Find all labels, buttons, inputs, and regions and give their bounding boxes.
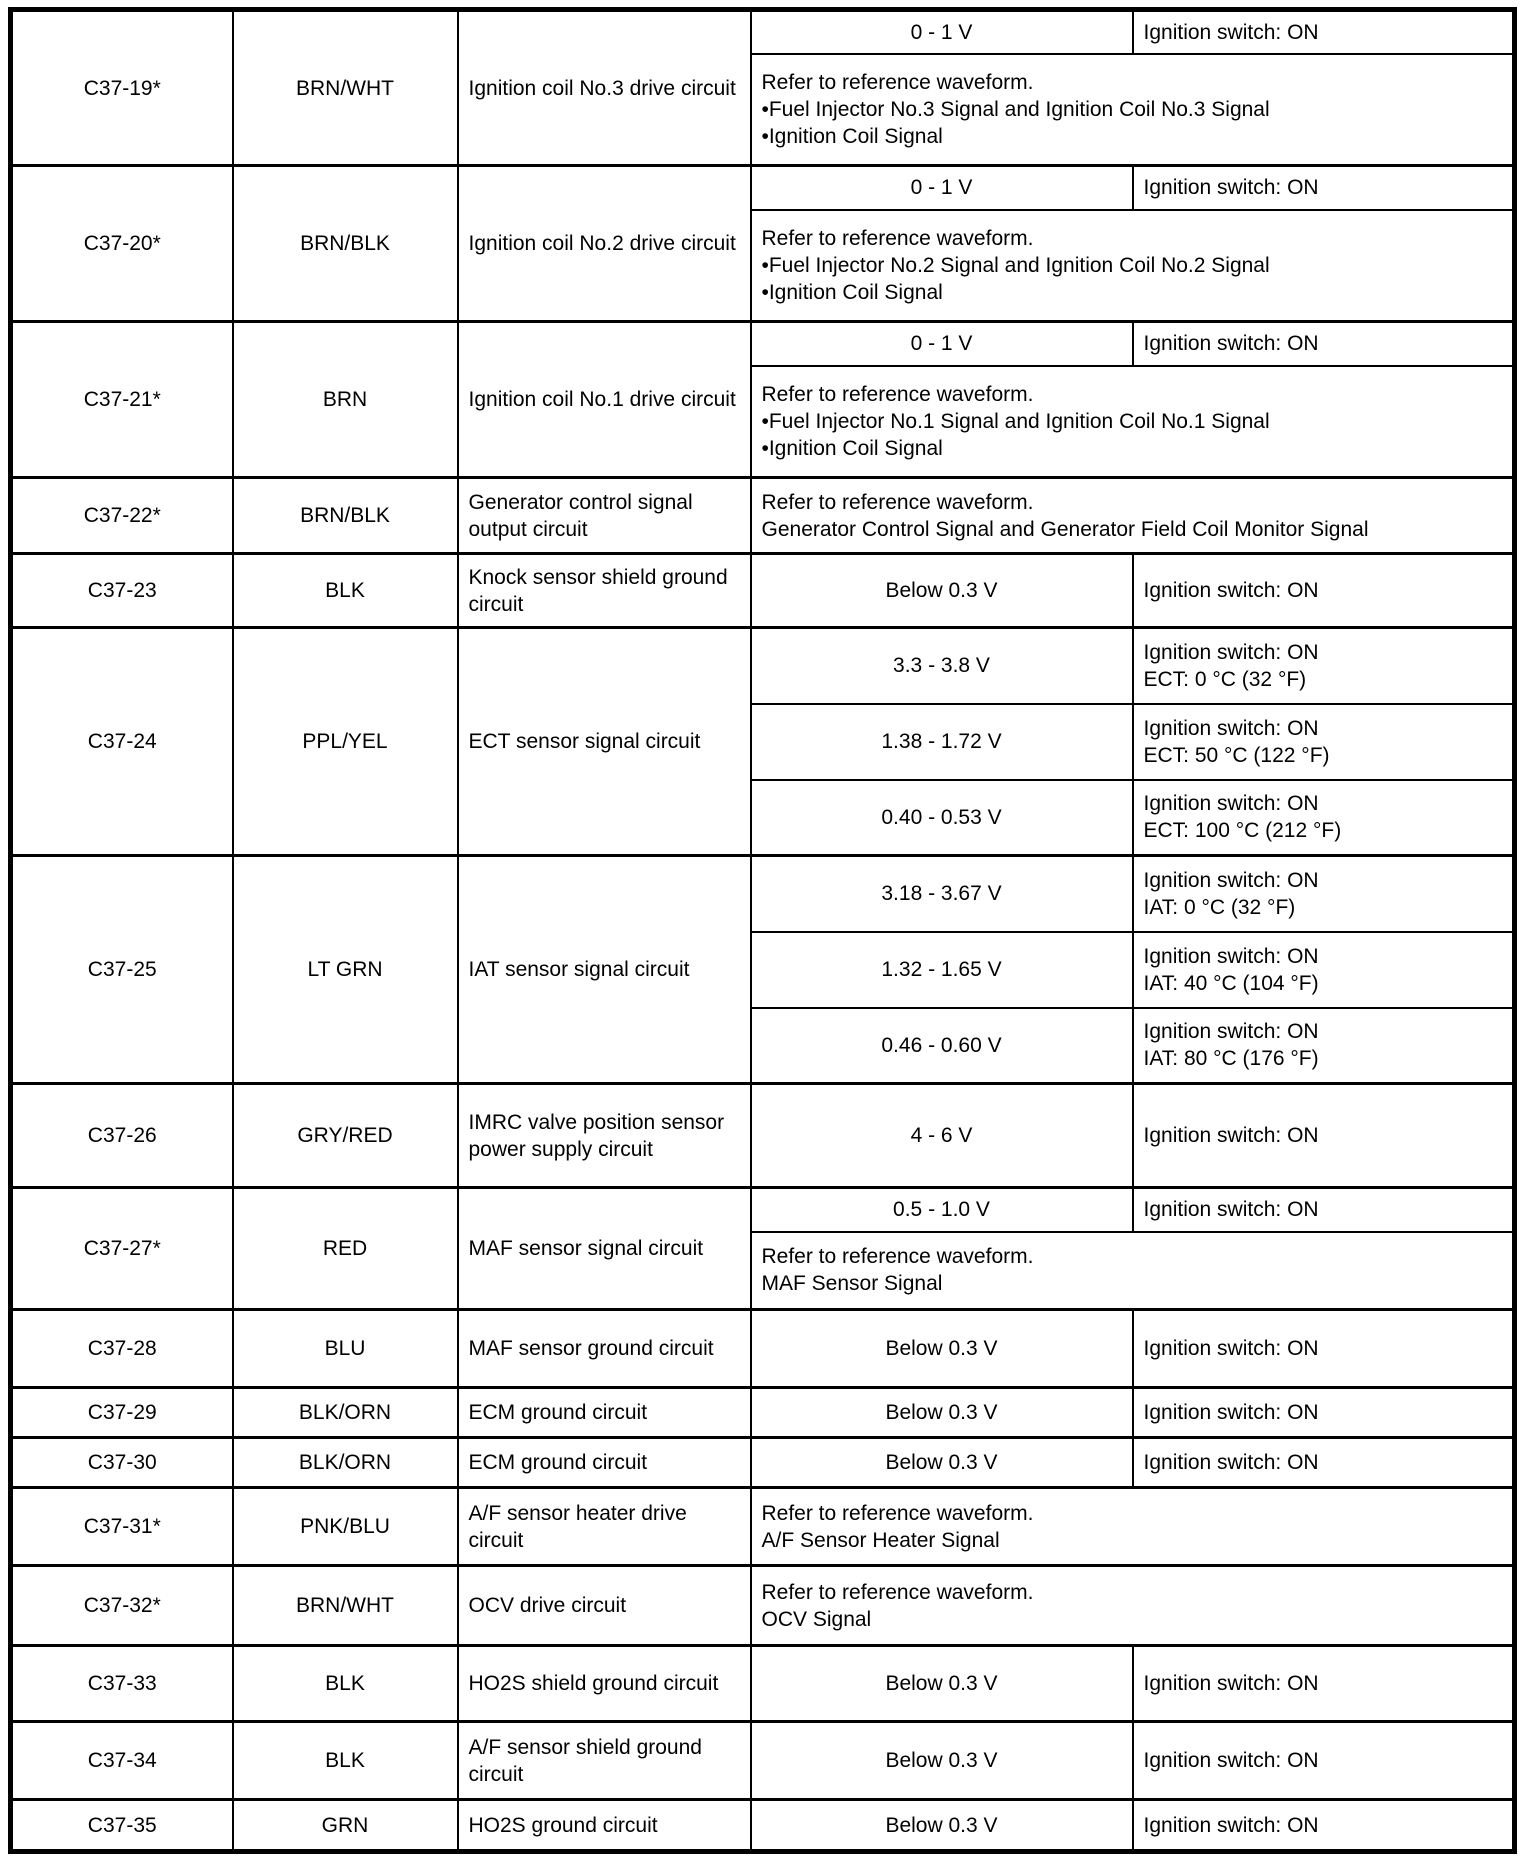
- terminal-cell: C37-33: [11, 1646, 233, 1722]
- condition-cell: [1133, 1438, 1515, 1488]
- table-row: [11, 1800, 1515, 1852]
- value-cell: 4 - 6 V: [751, 1084, 1133, 1188]
- value-cell: 0 - 1 V: [751, 10, 1133, 54]
- value-cell: Below 0.3 V: [751, 1388, 1133, 1438]
- terminal-cell: C37-19*: [11, 10, 233, 166]
- table-row: [11, 1388, 1515, 1438]
- table-row: [11, 10, 1515, 54]
- circuit-cell: IMRC valve position sensor power supply circuit: [458, 1084, 751, 1188]
- terminal-cell: C37-30: [11, 1438, 233, 1488]
- value-cell: 3.3 - 3.8 V: [751, 628, 1133, 704]
- table-row: [11, 1566, 1515, 1646]
- circuit-cell: Generator control signal output circuit: [458, 478, 751, 554]
- circuit-cell: A/F sensor shield ground circuit: [458, 1722, 751, 1800]
- condition-cell: [1133, 1084, 1515, 1188]
- value-cell: 1.32 - 1.65 V: [751, 932, 1133, 1008]
- text-line: Ignition switch: ON: [1143, 1337, 1319, 1360]
- wire-color-cell: BLK: [233, 1646, 458, 1722]
- circuit-cell: ECT sensor signal circuit: [458, 628, 751, 856]
- text-line: ECT: 50 °C (122 °F): [1143, 743, 1330, 767]
- wire-color-cell: BLK: [233, 554, 458, 628]
- text-line: Ignition switch: ON: [1143, 1813, 1319, 1837]
- condition-cell: [1133, 1646, 1515, 1722]
- wire-color-cell: BRN: [233, 322, 458, 478]
- wire-color-cell: PPL/YEL: [233, 628, 458, 856]
- circuit-cell: Ignition coil No.1 drive circuit: [458, 322, 751, 478]
- table-row: [11, 856, 1515, 932]
- terminal-cell: C37-27*: [11, 1188, 233, 1310]
- text-line: Refer to reference waveform.: [761, 226, 1034, 250]
- circuit-cell: OCV drive circuit: [458, 1566, 751, 1646]
- terminal-cell: C37-35: [11, 1800, 233, 1852]
- value-cell: 0.5 - 1.0 V: [751, 1188, 1133, 1232]
- text-line: •Fuel Injector No.3 Signal and Ignition Coil No.3 Signal: [761, 97, 1270, 121]
- text-line: •Fuel Injector No.2 Signal and Ignition Coil No.2 Signal: [761, 253, 1270, 277]
- circuit-cell: IAT sensor signal circuit: [458, 856, 751, 1084]
- value-cell: 0 - 1 V: [751, 166, 1133, 210]
- condition-cell: [1133, 322, 1515, 366]
- text-line: •Ignition Coil Signal: [761, 124, 943, 148]
- text-line: ECT: 100 °C (212 °F): [1143, 819, 1342, 843]
- wire-color-cell: BRN/BLK: [233, 478, 458, 554]
- text-line: Ignition switch: ON: [1143, 868, 1319, 892]
- wire-color-cell: BRN/WHT: [233, 10, 458, 166]
- condition-cell: [1133, 628, 1515, 704]
- circuit-cell: ECM ground circuit: [458, 1388, 751, 1438]
- text-line: Ignition switch: ON: [1143, 716, 1319, 740]
- wire-color-cell: BRN/WHT: [233, 1566, 458, 1646]
- text-line: Generator Control Signal and Generator Field Coil Monitor Signal: [761, 517, 1369, 541]
- text-line: Ignition switch: ON: [1143, 1401, 1319, 1424]
- table-row: [11, 1438, 1515, 1488]
- text-line: Ignition switch: ON: [1143, 1451, 1319, 1474]
- terminal-cell: C37-26: [11, 1084, 233, 1188]
- condition-cell: [1133, 166, 1515, 210]
- terminal-cell: C37-32*: [11, 1566, 233, 1646]
- value-cell: 1.38 - 1.72 V: [751, 704, 1133, 780]
- text-line: A/F Sensor Heater Signal: [761, 1528, 1000, 1552]
- condition-cell: [1133, 1800, 1515, 1852]
- text-line: Refer to reference waveform.: [761, 70, 1034, 94]
- value-cell: 0.40 - 0.53 V: [751, 780, 1133, 856]
- terminal-cell: C37-21*: [11, 322, 233, 478]
- value-cell: Below 0.3 V: [751, 1800, 1133, 1852]
- condition-cell: [1133, 1722, 1515, 1800]
- text-line: Ignition switch: ON: [1143, 1749, 1319, 1772]
- wire-color-cell: BRN/BLK: [233, 166, 458, 322]
- wire-color-cell: BLU: [233, 1310, 458, 1388]
- pin-voltage-table: [8, 7, 1517, 1854]
- terminal-cell: C37-23: [11, 554, 233, 628]
- terminal-cell: C37-29: [11, 1388, 233, 1438]
- condition-cell: [1133, 1008, 1515, 1084]
- wire-color-cell: GRN: [233, 1800, 458, 1852]
- table-row: [11, 628, 1515, 704]
- circuit-cell: HO2S shield ground circuit: [458, 1646, 751, 1722]
- terminal-cell: C37-22*: [11, 478, 233, 554]
- text-line: ECT: 0 °C (32 °F): [1143, 667, 1307, 691]
- wire-color-cell: GRY/RED: [233, 1084, 458, 1188]
- condition-cell: [1133, 780, 1515, 856]
- text-line: •Ignition Coil Signal: [761, 280, 943, 304]
- value-cell: 0.46 - 0.60 V: [751, 1008, 1133, 1084]
- note-cell: [751, 1566, 1515, 1646]
- circuit-cell: MAF sensor signal circuit: [458, 1188, 751, 1310]
- text-line: Ignition switch: ON: [1143, 1672, 1319, 1695]
- table-row: [11, 478, 1515, 554]
- table-row: [11, 554, 1515, 628]
- text-line: Ignition switch: ON: [1143, 640, 1319, 664]
- terminal-cell: C37-25: [11, 856, 233, 1084]
- text-line: Ignition switch: ON: [1143, 332, 1319, 356]
- table-row: [11, 1084, 1515, 1188]
- terminal-cell: C37-31*: [11, 1488, 233, 1566]
- text-line: Refer to reference waveform.: [761, 1501, 1034, 1525]
- note-cell: [751, 54, 1515, 166]
- circuit-cell: Ignition coil No.3 drive circuit: [458, 10, 751, 166]
- condition-cell: [1133, 856, 1515, 932]
- text-line: Refer to reference waveform.: [761, 382, 1034, 406]
- condition-cell: [1133, 704, 1515, 780]
- table-row: [11, 166, 1515, 210]
- text-line: Refer to reference waveform.: [761, 1580, 1034, 1604]
- table-row: [11, 1646, 1515, 1722]
- wire-color-cell: BLK/ORN: [233, 1388, 458, 1438]
- circuit-cell: MAF sensor ground circuit: [458, 1310, 751, 1388]
- circuit-cell: ECM ground circuit: [458, 1438, 751, 1488]
- note-cell: [751, 366, 1515, 478]
- text-line: Refer to reference waveform.: [761, 490, 1034, 514]
- text-line: Ignition switch: ON: [1143, 792, 1319, 816]
- wire-color-cell: PNK/BLU: [233, 1488, 458, 1566]
- table-row: [11, 322, 1515, 366]
- table-row: [11, 1488, 1515, 1566]
- note-cell: [751, 478, 1515, 554]
- condition-cell: [1133, 1188, 1515, 1232]
- value-cell: 0 - 1 V: [751, 322, 1133, 366]
- value-cell: Below 0.3 V: [751, 1722, 1133, 1800]
- terminal-cell: C37-20*: [11, 166, 233, 322]
- wire-color-cell: BLK/ORN: [233, 1438, 458, 1488]
- text-line: IAT: 80 °C (176 °F): [1143, 1047, 1319, 1071]
- text-line: MAF Sensor Signal: [761, 1272, 943, 1296]
- text-line: •Fuel Injector No.1 Signal and Ignition Coil No.1 Signal: [761, 409, 1270, 433]
- value-cell: Below 0.3 V: [751, 554, 1133, 628]
- terminal-cell: C37-34: [11, 1722, 233, 1800]
- value-cell: Below 0.3 V: [751, 1646, 1133, 1722]
- note-cell: [751, 210, 1515, 322]
- wire-color-cell: LT GRN: [233, 856, 458, 1084]
- text-line: Ignition switch: ON: [1143, 20, 1319, 44]
- wire-color-cell: RED: [233, 1188, 458, 1310]
- text-line: OCV Signal: [761, 1607, 872, 1631]
- condition-cell: [1133, 10, 1515, 54]
- table-row: [11, 1310, 1515, 1388]
- condition-cell: [1133, 1310, 1515, 1388]
- text-line: Refer to reference waveform.: [761, 1245, 1034, 1269]
- text-line: Ignition switch: ON: [1143, 1020, 1319, 1044]
- text-line: Ignition switch: ON: [1143, 944, 1319, 968]
- note-cell: [751, 1488, 1515, 1566]
- circuit-cell: A/F sensor heater drive circuit: [458, 1488, 751, 1566]
- wire-color-cell: BLK: [233, 1722, 458, 1800]
- circuit-cell: HO2S ground circuit: [458, 1800, 751, 1852]
- circuit-cell: Knock sensor shield ground circuit: [458, 554, 751, 628]
- text-line: Ignition switch: ON: [1143, 579, 1319, 602]
- text-line: Ignition switch: ON: [1143, 176, 1319, 200]
- text-line: Ignition switch: ON: [1143, 1124, 1319, 1147]
- text-line: IAT: 40 °C (104 °F): [1143, 971, 1319, 995]
- value-cell: Below 0.3 V: [751, 1310, 1133, 1388]
- value-cell: Below 0.3 V: [751, 1438, 1133, 1488]
- circuit-cell: Ignition coil No.2 drive circuit: [458, 166, 751, 322]
- condition-cell: [1133, 1388, 1515, 1438]
- text-line: IAT: 0 °C (32 °F): [1143, 895, 1296, 919]
- condition-cell: [1133, 932, 1515, 1008]
- text-line: Ignition switch: ON: [1143, 1198, 1319, 1222]
- text-line: •Ignition Coil Signal: [761, 436, 943, 460]
- table-row: [11, 1188, 1515, 1232]
- table-row: [11, 1722, 1515, 1800]
- terminal-cell: C37-24: [11, 628, 233, 856]
- condition-cell: [1133, 554, 1515, 628]
- value-cell: 3.18 - 3.67 V: [751, 856, 1133, 932]
- terminal-cell: C37-28: [11, 1310, 233, 1388]
- note-cell: [751, 1232, 1515, 1310]
